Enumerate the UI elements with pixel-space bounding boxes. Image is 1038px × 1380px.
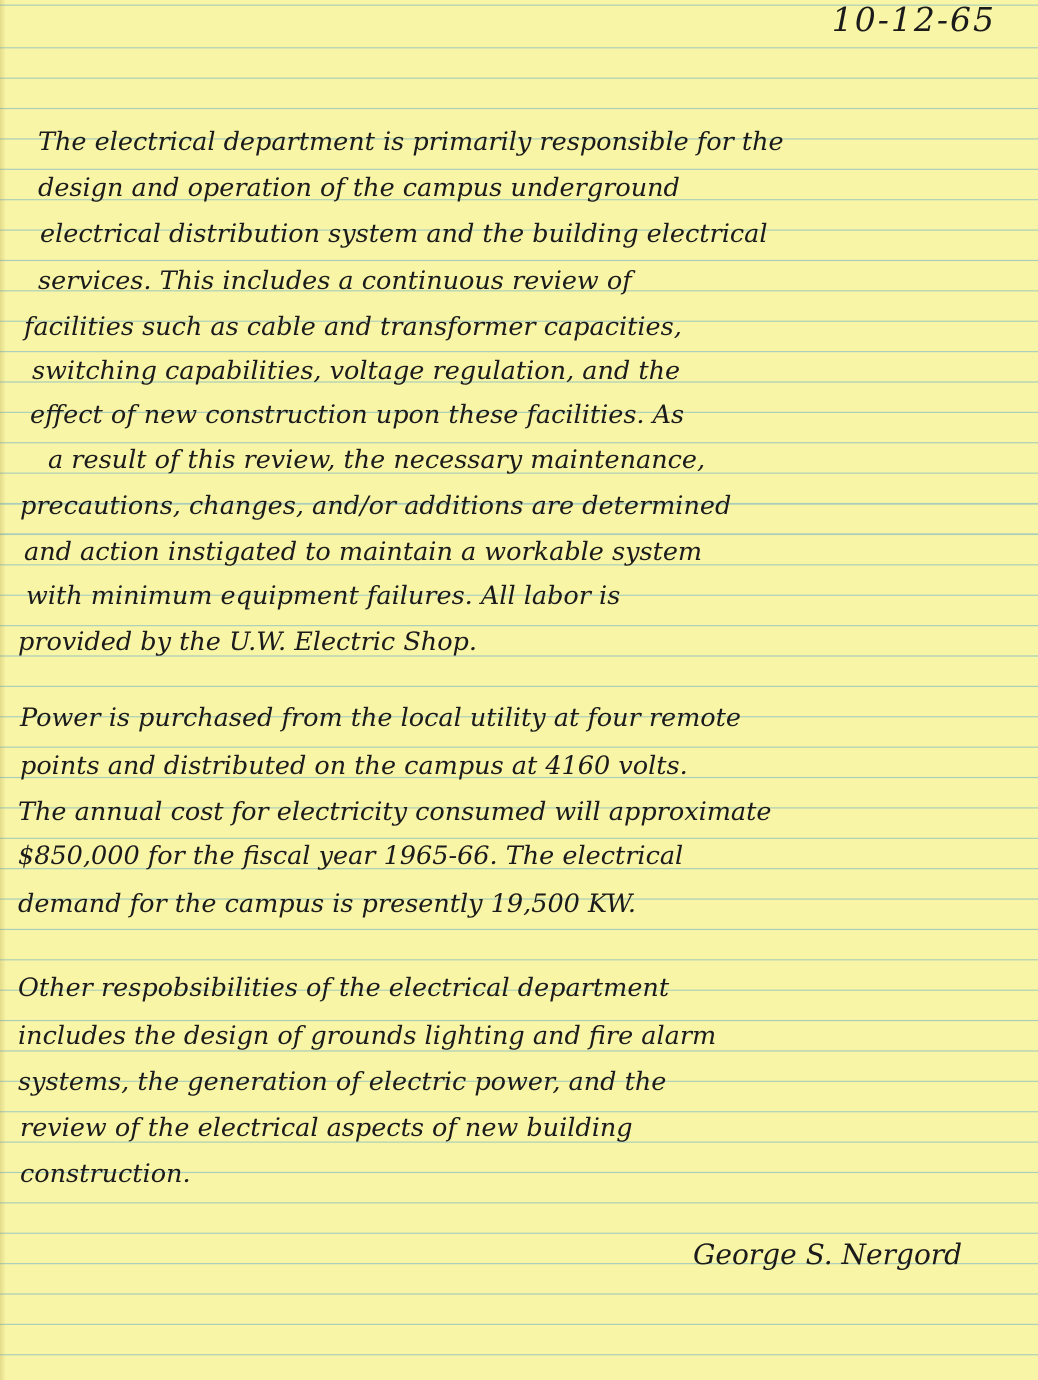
text-line: includes the design of grounds lighting and fire alarm [18,1021,717,1051]
text-line: Other respobsibilities of the electrical department [18,973,670,1003]
text-line: construction. [20,1159,191,1189]
text-line: effect of new construction upon these facilities. As [30,400,685,430]
text-line: review of the electrical aspects of new building [20,1113,633,1143]
text-line: services. This includes a continuous review of [38,266,632,296]
text-line: design and operation of the campus underground [38,173,680,203]
text-line: precautions, changes, and/or additions are determined [20,491,732,521]
text-line: a result of this review, the necessary maintenance, [48,445,706,475]
signature: George S. Nergord [693,1238,963,1271]
text-line: demand for the campus is presently 19,500 KW. [18,889,637,919]
text-line: switching capabilities, voltage regulation, and the [32,356,681,386]
text-line: systems, the generation of electric power, and the [18,1067,667,1097]
text-line: with minimum equipment failures. All labor is [26,581,621,611]
text-line: The annual cost for electricity consumed will approximate [18,797,772,827]
text-line: electrical distribution system and the building electrical [40,219,768,249]
date: 10-12-65 [831,0,996,39]
text-line: and action instigated to maintain a workable system [24,537,703,567]
text-line: points and distributed on the campus at 4160 volts. [20,751,688,781]
text-line: facilities such as cable and transformer capacities, [24,312,682,342]
text-line: $850,000 for the fiscal year 1965-66. The electrical [18,841,684,871]
text-line: Power is purchased from the local utility at four remote [20,703,741,733]
text-line: provided by the U.W. Electric Shop. [18,627,477,657]
text-line: The electrical department is primarily responsible for the [38,127,784,157]
